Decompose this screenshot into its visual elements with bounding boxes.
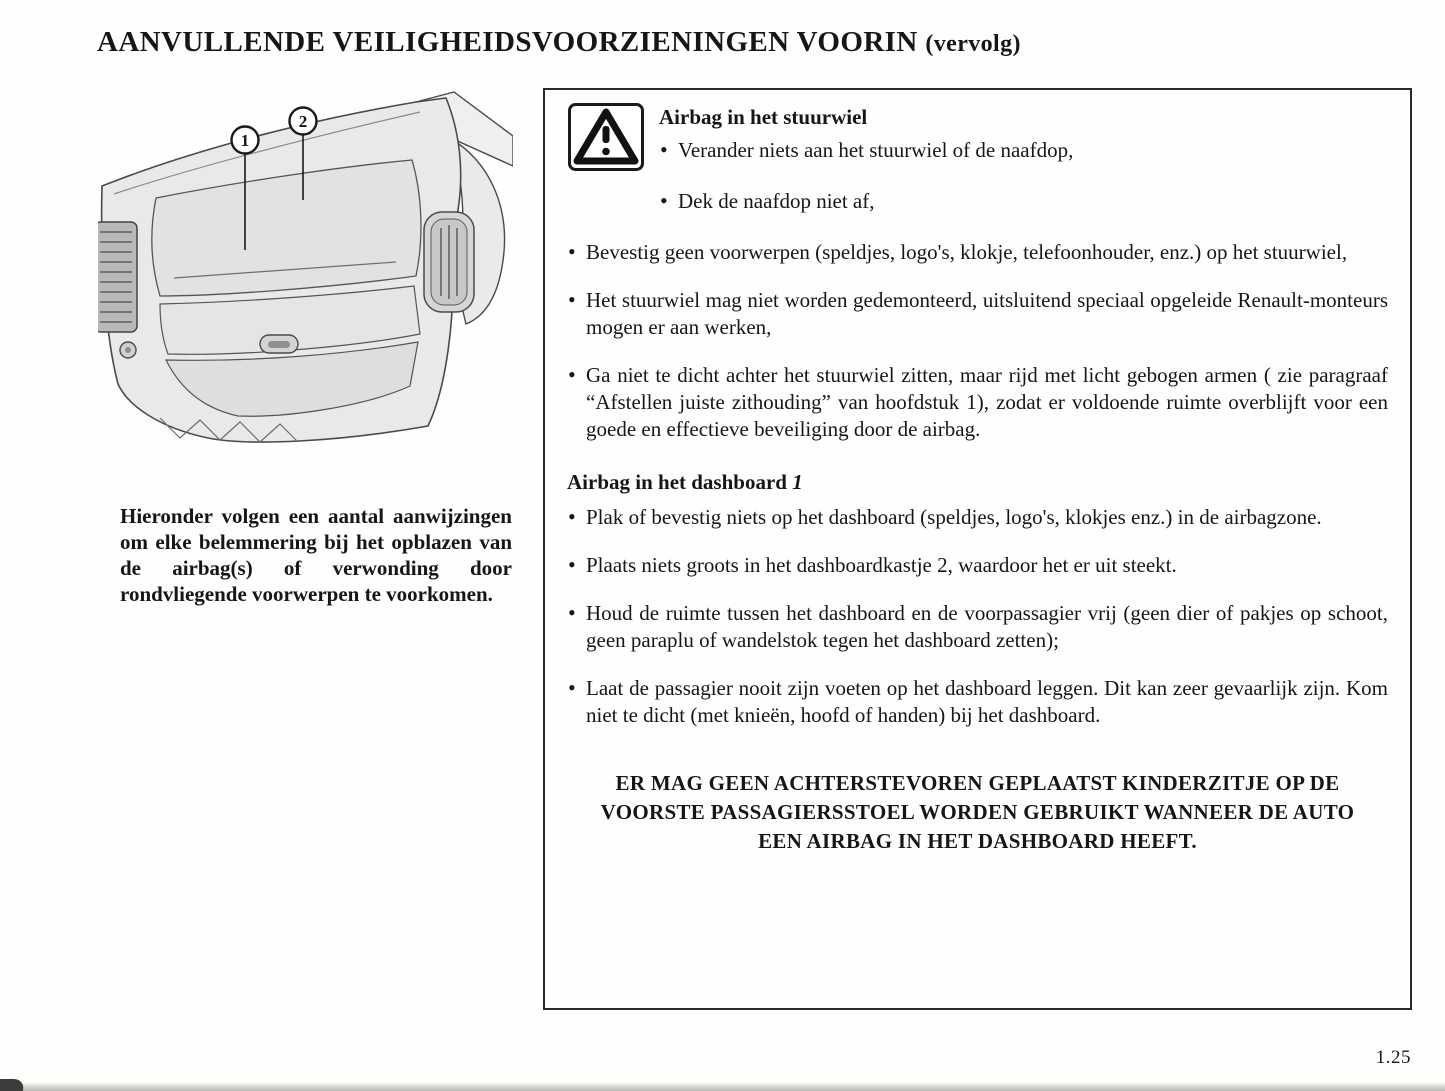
dashboard-ref-number: 1	[792, 470, 803, 494]
bullet-item: • Dek de naafdop niet af,	[659, 188, 1388, 215]
page-title-text: AANVULLENDE VEILIGHEIDSVOORZIENINGEN VOORIN	[97, 26, 918, 58]
page-title	[97, 26, 1021, 59]
dashboard-illustration	[98, 88, 513, 493]
left-air-vent	[98, 222, 137, 332]
dash-knob	[120, 342, 136, 358]
figure-caption: Hieronder volgen een aantal aanwijzingen om elke belemmering bij het opblazen van de airbag(s) of verwonding door rondvliegende voorwerpen te voorkomen.	[120, 504, 512, 606]
warning-box-header	[567, 100, 1388, 239]
stuurwiel-indented-bullets	[659, 137, 1388, 215]
dashboard-bullets	[567, 504, 1388, 729]
bullet-item: • Verander niets aan het stuurwiel of de naafdop,	[659, 137, 1388, 164]
page-number: 1.25	[1375, 1047, 1411, 1068]
bullet-item: • Laat de passagier nooit zijn voeten op het dashboard leggen. Dit kan zeer gevaarlijk zijn. Kom niet te dicht (met knieën, hoofd of handen) bij het dashboard.	[567, 675, 1388, 729]
scan-corner-artifact	[0, 1079, 26, 1091]
scan-edge-artifact	[0, 1082, 1445, 1091]
child-seat-warning: ER MAG GEEN ACHTERSTEVOREN GEPLAATST KINDERZITJE OP DE VOORSTE PASSAGIERSSTOEL WORDEN GEBRUIKT WANNEER DE AUTO EEN AIRBAG IN HET DASHBOARD HEEFT.	[600, 771, 1355, 853]
bullet-item: • Houd de ruimte tussen het dashboard en de voorpassagier vrij (geen dier of pakjes op schoot, geen paraplu of wandelstok tegen het dashboard zetten);	[567, 600, 1388, 654]
bullet-item: • Plak of bevestig niets op het dashboard (speldjes, logo's, klokjes enz.) in de airbagzone.	[567, 504, 1388, 531]
section-heading-stuurwiel: Airbag in het stuurwiel	[659, 105, 868, 129]
callout-2-label: 2	[298, 112, 308, 131]
bullet-item: • Plaats niets groots in het dashboardkastje 2, waardoor het er uit steekt.	[567, 552, 1388, 579]
glovebox-handle-slot	[268, 341, 290, 348]
section-heading-dashboard	[567, 469, 1388, 496]
page-title-suffix: (vervolg)	[925, 31, 1021, 57]
section-heading-dashboard-text: Airbag in het dashboard	[567, 470, 787, 494]
bullet-item: • Bevestig geen voorwerpen (speldjes, logo's, klokje, telefoonhouder, enz.) op het stuurwiel,	[567, 239, 1388, 266]
right-air-vent	[424, 212, 474, 312]
dashboard-figure	[98, 88, 513, 493]
stuurwiel-bullets	[567, 239, 1388, 443]
bullet-item: • Het stuurwiel mag niet worden gedemonteerd, uitsluitend speciaal opgeleide Renault-monteurs mogen er aan werken,	[567, 287, 1388, 341]
bullet-item: • Ga niet te dicht achter het stuurwiel zitten, maar rijd met licht gebogen armen ( zie paragraaf “Afstellen juiste zithouding” van hoofdstuk 1), zodat er voldoende ruimte overblijft voor een goede en effectieve beveiliging door de airbag.	[567, 362, 1388, 443]
callout-1-label: 1	[240, 131, 250, 150]
warning-box	[543, 88, 1412, 1010]
stuurwiel-section-header	[659, 100, 1388, 239]
warning-triangle-icon	[567, 100, 645, 239]
